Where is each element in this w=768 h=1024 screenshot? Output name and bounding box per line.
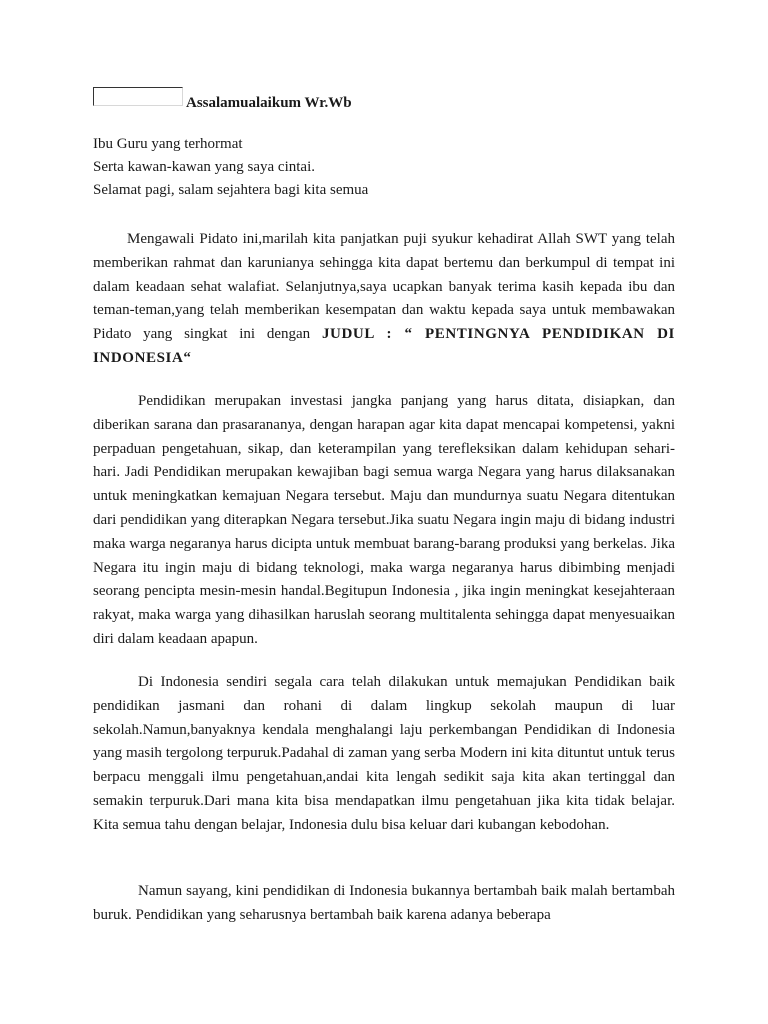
paragraph-education-decline: Namun sayang, kini pendidikan di Indonesia bukannya bertambah baik malah bertambah buruk. Pendidikan yang seharusnya bertambah baik karena adanya beberapa [93, 883, 675, 923]
salutation-line: Serta kawan-kawan yang saya cintai. [93, 159, 315, 175]
salutation-block [93, 133, 368, 202]
salutation-line: Ibu Guru yang terhormat [93, 136, 243, 152]
paragraph-opening-text: Mengawali Pidato ini,marilah kita panjatkan puji syukur kehadirat Allah SWT yang telah memberikan rahmat dan karunianya sehingga kita dapat bertemu dan berkumpul di tempat ini dalam keadaan sehat walafiat. Selanjutnya,saya ucapkan banyak terima kasih kepada ibu dan teman-teman,yang telah memberikan kesempatan dan waktu kepada saya untuk membawakan Pidato yang singkat ini dengan [93, 231, 675, 343]
greeting: Assalamualaikum Wr.Wb [186, 95, 352, 111]
salutation-line: Selamat pagi, salam sejahtera bagi kita semua [93, 182, 369, 198]
paragraph-opening [93, 228, 675, 371]
speech-title: JUDUL : “ PENTINGNYA PENDIDIKAN DI INDONESIA“ [93, 326, 675, 366]
paragraph-education-indonesia: Di Indonesia sendiri segala cara telah dilakukan untuk memajukan Pendidikan baik pendidikan jasmani dan rohani di dalam lingkup sekolah maupun di luar sekolah.Namun,banyaknya kendala menghalangi laju perkembangan Pendidikan di Indonesia yang masih tergolong terpuruk.Padahal di zaman yang serba Modern ini kita dituntut untuk terus berpacu menggali ilmu pengetahuan,andai kita lengah sedikit saja kita akan tertinggal dan semakin terpuruk.Dari mana kita bisa mendapatkan ilmu pengetahuan jika kita tidak belajar. Kita semua tahu dengan belajar, Indonesia dulu bisa keluar dari kubangan kebodohan. [93, 674, 675, 833]
empty-text-box [93, 87, 183, 106]
paragraph-education-investment: Pendidikan merupakan investasi jangka panjang yang harus ditata, disiapkan, dan diberikan sarana dan prasarananya, dengan harapan agar kita dapat mencapai kompetensi, yakni perpaduan pengetahuan, sikap, dan keterampilan yang terefleksikan dalam kehidupan sehari-hari. Jadi Pendidikan merupakan kewajiban bagi semua warga Negara yang harus dilaksanakan untuk meningkatkan kemajuan Negara tersebut. Maju dan mundurnya suatu Negara ditentukan dari pendidikan yang diterapkan Negara tersebut.Jika suatu Negara ingin maju di bidang industri maka warga negaranya harus dicipta untuk membuat barang-barang produksi yang berkelas. Jika Negara itu ingin maju di bidang teknologi, maka warga negaranya harus dibimbing menjadi seorang pencipta mesin-mesin handal.Begitupun Indonesia , jika ingin meningkat kesejahteraan rakyat, maka warga yang dihasilkan haruslah seorang multitalenta sehingga dapat menyesuaikan diri dalam keadaan apapun. [93, 393, 675, 647]
